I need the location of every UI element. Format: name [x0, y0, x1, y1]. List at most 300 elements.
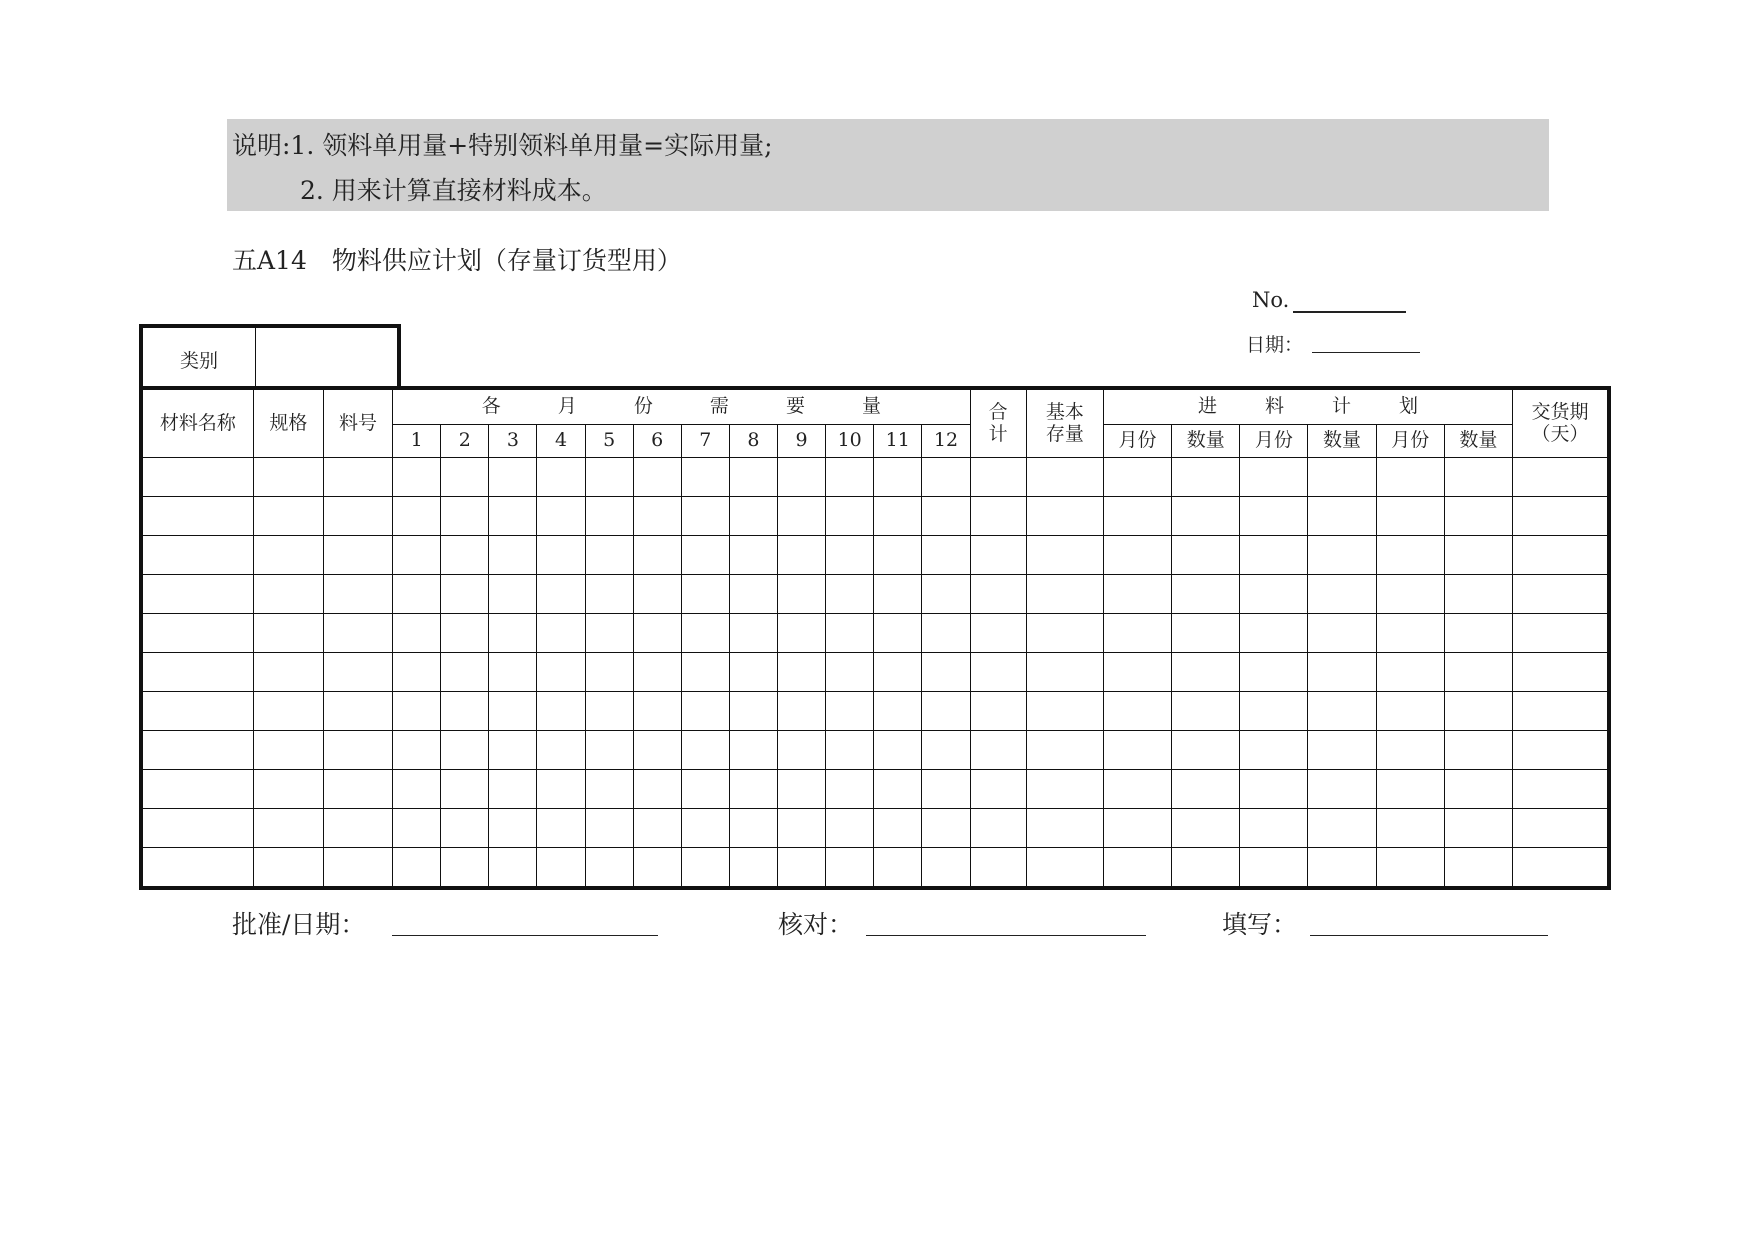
table-cell[interactable] [874, 692, 922, 731]
table-cell[interactable] [1026, 731, 1103, 770]
table-cell[interactable] [1240, 770, 1308, 809]
table-cell[interactable] [441, 848, 489, 889]
table-cell[interactable] [970, 653, 1026, 692]
table-cell[interactable] [1376, 653, 1444, 692]
table-cell[interactable] [922, 809, 970, 848]
table-cell[interactable] [681, 653, 729, 692]
table-cell[interactable] [441, 458, 489, 497]
table-cell[interactable] [778, 575, 826, 614]
table-cell[interactable] [1240, 809, 1308, 848]
table-cell[interactable] [1240, 536, 1308, 575]
table-cell[interactable] [874, 809, 922, 848]
table-cell[interactable] [778, 458, 826, 497]
table-cell[interactable] [1513, 536, 1610, 575]
table-cell[interactable] [681, 809, 729, 848]
table-cell[interactable] [253, 614, 323, 653]
table-cell[interactable] [681, 770, 729, 809]
table-cell[interactable] [141, 731, 253, 770]
table-cell[interactable] [729, 614, 777, 653]
table-cell[interactable] [323, 536, 392, 575]
table-cell[interactable] [323, 731, 392, 770]
table-cell[interactable] [970, 731, 1026, 770]
table-cell[interactable] [585, 809, 633, 848]
table-cell[interactable] [1240, 731, 1308, 770]
table-cell[interactable] [1240, 458, 1308, 497]
table-cell[interactable] [489, 731, 537, 770]
table-cell[interactable] [633, 731, 681, 770]
table-cell[interactable] [1513, 575, 1610, 614]
table-cell[interactable] [922, 731, 970, 770]
table-cell[interactable] [970, 458, 1026, 497]
table-cell[interactable] [489, 653, 537, 692]
table-cell[interactable] [826, 848, 874, 889]
table-cell[interactable] [585, 458, 633, 497]
table-cell[interactable] [441, 653, 489, 692]
table-cell[interactable] [441, 614, 489, 653]
table-cell[interactable] [970, 692, 1026, 731]
table-cell[interactable] [970, 575, 1026, 614]
table-cell[interactable] [323, 848, 392, 889]
table-cell[interactable] [1444, 458, 1512, 497]
table-cell[interactable] [874, 614, 922, 653]
table-cell[interactable] [970, 536, 1026, 575]
header-basic-stock-line2: 存量 [1045, 422, 1084, 445]
table-cell[interactable] [141, 692, 253, 731]
table-cell[interactable] [537, 692, 585, 731]
table-cell[interactable] [1172, 731, 1240, 770]
table-cell[interactable] [826, 653, 874, 692]
approve-date-label: 批准/日期： [232, 910, 366, 939]
table-cell[interactable] [681, 575, 729, 614]
table-cell[interactable] [1308, 692, 1376, 731]
table-cell[interactable] [874, 575, 922, 614]
table-cell[interactable] [489, 497, 537, 536]
table-cell[interactable] [922, 770, 970, 809]
table-cell[interactable] [681, 692, 729, 731]
table-cell[interactable] [393, 536, 441, 575]
table-cell[interactable] [141, 653, 253, 692]
table-cell[interactable] [729, 497, 777, 536]
table-cell[interactable] [1240, 497, 1308, 536]
header-total [970, 388, 1026, 458]
table-cell[interactable] [1103, 809, 1171, 848]
header-incoming-sub: 月份 [1103, 425, 1171, 458]
incoming-plan-char: 进 [1197, 395, 1217, 418]
table-cell[interactable] [681, 731, 729, 770]
table-cell[interactable] [681, 536, 729, 575]
table-cell[interactable] [1103, 653, 1171, 692]
table-cell[interactable] [1172, 770, 1240, 809]
table-cell[interactable] [585, 653, 633, 692]
table-cell[interactable] [1172, 458, 1240, 497]
table-cell[interactable] [393, 614, 441, 653]
table-cell[interactable] [537, 575, 585, 614]
table-cell[interactable] [1513, 458, 1610, 497]
table-cell[interactable] [393, 497, 441, 536]
header-month-6: 6 [633, 425, 681, 458]
header-month-2: 2 [441, 425, 489, 458]
table-cell[interactable] [253, 809, 323, 848]
table-cell[interactable] [633, 848, 681, 889]
table-cell[interactable] [874, 653, 922, 692]
table-cell[interactable] [253, 848, 323, 889]
date-field[interactable] [1312, 352, 1420, 353]
table-cell[interactable] [393, 458, 441, 497]
table-cell[interactable] [1444, 497, 1512, 536]
table-cell[interactable] [1172, 536, 1240, 575]
date-label: 日期： [1246, 334, 1304, 356]
table-cell[interactable] [1026, 809, 1103, 848]
table-cell[interactable] [1026, 692, 1103, 731]
table-cell[interactable] [537, 731, 585, 770]
table-cell[interactable] [633, 653, 681, 692]
table-cell[interactable] [585, 614, 633, 653]
header-month-1: 1 [393, 425, 441, 458]
header-delivery-line1: 交货期 [1531, 400, 1589, 423]
table-cell[interactable] [1376, 809, 1444, 848]
table-cell[interactable] [1308, 809, 1376, 848]
table-cell[interactable] [1444, 614, 1512, 653]
table-cell[interactable] [1376, 731, 1444, 770]
table-cell[interactable] [729, 692, 777, 731]
table-cell[interactable] [874, 536, 922, 575]
table-cell[interactable] [1026, 575, 1103, 614]
table-cell[interactable] [1026, 770, 1103, 809]
table-cell[interactable] [1376, 848, 1444, 889]
table-cell[interactable] [1444, 653, 1512, 692]
table-cell[interactable] [141, 848, 253, 889]
table-cell[interactable] [970, 809, 1026, 848]
table-cell[interactable] [489, 614, 537, 653]
table-cell[interactable] [874, 458, 922, 497]
table-cell[interactable] [1308, 497, 1376, 536]
table-cell[interactable] [826, 536, 874, 575]
table-cell[interactable] [1026, 497, 1103, 536]
table-cell[interactable] [778, 809, 826, 848]
table-cell[interactable] [729, 575, 777, 614]
table-cell[interactable] [393, 809, 441, 848]
table-cell[interactable] [441, 497, 489, 536]
table-cell[interactable] [729, 770, 777, 809]
table-cell[interactable] [1240, 614, 1308, 653]
table-cell[interactable] [1513, 809, 1610, 848]
table-cell[interactable] [922, 848, 970, 889]
table-cell[interactable] [1026, 458, 1103, 497]
table-cell[interactable] [253, 497, 323, 536]
table-cell[interactable] [729, 809, 777, 848]
table-cell[interactable] [393, 770, 441, 809]
table-cell[interactable] [489, 770, 537, 809]
table-cell[interactable] [922, 536, 970, 575]
table-cell[interactable] [1172, 809, 1240, 848]
table-cell[interactable] [1444, 536, 1512, 575]
table-cell[interactable] [633, 809, 681, 848]
table-cell[interactable] [1444, 575, 1512, 614]
table-cell[interactable] [1376, 575, 1444, 614]
table-cell[interactable] [922, 497, 970, 536]
table-cell[interactable] [323, 653, 392, 692]
table-cell[interactable] [1513, 770, 1610, 809]
table-cell[interactable] [141, 458, 253, 497]
table-cell[interactable] [441, 575, 489, 614]
fill-field[interactable] [1310, 935, 1548, 936]
table-row [141, 497, 1609, 536]
table-cell[interactable] [633, 575, 681, 614]
table-cell[interactable] [1308, 848, 1376, 889]
monthly-demand-char: 量 [862, 395, 882, 418]
header-total-line1: 合 [988, 400, 1008, 423]
table-cell[interactable] [489, 458, 537, 497]
table-cell[interactable] [1103, 536, 1171, 575]
table-cell[interactable] [778, 692, 826, 731]
table-cell[interactable] [1444, 809, 1512, 848]
table-cell[interactable] [323, 458, 392, 497]
table-cell[interactable] [1172, 692, 1240, 731]
table-cell[interactable] [826, 692, 874, 731]
table-cell[interactable] [141, 575, 253, 614]
table-cell[interactable] [778, 848, 826, 889]
table-cell[interactable] [1376, 497, 1444, 536]
table-cell[interactable] [323, 770, 392, 809]
table-cell[interactable] [441, 809, 489, 848]
table-cell[interactable] [253, 575, 323, 614]
table-cell[interactable] [1026, 848, 1103, 889]
check-label: 核对： [778, 910, 854, 939]
table-cell[interactable] [489, 536, 537, 575]
approve-date-field[interactable] [392, 935, 658, 936]
table-cell[interactable] [922, 575, 970, 614]
table-cell[interactable] [922, 692, 970, 731]
table-cell[interactable] [537, 653, 585, 692]
monthly-demand-char: 份 [633, 395, 653, 418]
table-row [141, 692, 1609, 731]
table-cell[interactable] [1103, 458, 1171, 497]
table-cell[interactable] [1172, 614, 1240, 653]
table-cell[interactable] [922, 653, 970, 692]
table-cell[interactable] [141, 614, 253, 653]
table-cell[interactable] [1240, 575, 1308, 614]
table-cell[interactable] [1513, 848, 1610, 889]
table-cell[interactable] [874, 848, 922, 889]
table-cell[interactable] [970, 848, 1026, 889]
table-cell[interactable] [633, 458, 681, 497]
table-cell[interactable] [922, 614, 970, 653]
table-cell[interactable] [1103, 497, 1171, 536]
table-cell[interactable] [1172, 497, 1240, 536]
header-month-7: 7 [681, 425, 729, 458]
table-cell[interactable] [826, 497, 874, 536]
table-cell[interactable] [778, 497, 826, 536]
table-cell[interactable] [1103, 731, 1171, 770]
table-cell[interactable] [1513, 731, 1610, 770]
table-cell[interactable] [1513, 614, 1610, 653]
table-cell[interactable] [778, 536, 826, 575]
header-delivery-days [1513, 388, 1610, 458]
table-cell[interactable] [323, 575, 392, 614]
instruction-line-1: 说明:1. 领料单用量+特别领料单用量=实际用量; [232, 131, 773, 160]
table-cell[interactable] [970, 770, 1026, 809]
table-cell[interactable] [441, 731, 489, 770]
table-cell[interactable] [585, 575, 633, 614]
table-cell[interactable] [729, 653, 777, 692]
table-cell[interactable] [826, 614, 874, 653]
table-cell[interactable] [826, 575, 874, 614]
table-cell[interactable] [537, 809, 585, 848]
table-cell[interactable] [537, 536, 585, 575]
table-cell[interactable] [141, 536, 253, 575]
table-cell[interactable] [1172, 653, 1240, 692]
table-cell[interactable] [1376, 692, 1444, 731]
table-cell[interactable] [1376, 536, 1444, 575]
table-cell[interactable] [1308, 770, 1376, 809]
table-cell[interactable] [253, 770, 323, 809]
table-cell[interactable] [585, 536, 633, 575]
table-cell[interactable] [681, 497, 729, 536]
table-cell[interactable] [1444, 770, 1512, 809]
table-cell[interactable] [393, 848, 441, 889]
table-cell[interactable] [1308, 653, 1376, 692]
table-cell[interactable] [393, 692, 441, 731]
table-cell[interactable] [1103, 575, 1171, 614]
table-cell[interactable] [1308, 536, 1376, 575]
table-cell[interactable] [1103, 614, 1171, 653]
table-cell[interactable] [441, 770, 489, 809]
table-cell[interactable] [633, 497, 681, 536]
table-cell[interactable] [778, 770, 826, 809]
header-incoming-sub: 数量 [1172, 425, 1240, 458]
table-cell[interactable] [681, 848, 729, 889]
header-month-4: 4 [537, 425, 585, 458]
table-cell[interactable] [141, 809, 253, 848]
table-cell[interactable] [1026, 614, 1103, 653]
table-cell[interactable] [1444, 848, 1512, 889]
table-cell[interactable] [585, 497, 633, 536]
table-cell[interactable] [585, 692, 633, 731]
table-cell[interactable] [253, 731, 323, 770]
table-cell[interactable] [1513, 653, 1610, 692]
header-incoming-sub: 月份 [1240, 425, 1308, 458]
table-cell[interactable] [633, 692, 681, 731]
table-cell[interactable] [489, 809, 537, 848]
table-cell[interactable] [253, 692, 323, 731]
table-cell[interactable] [970, 614, 1026, 653]
table-cell[interactable] [253, 653, 323, 692]
table-cell[interactable] [141, 497, 253, 536]
table-cell[interactable] [489, 575, 537, 614]
table-cell[interactable] [778, 731, 826, 770]
table-cell[interactable] [253, 458, 323, 497]
table-cell[interactable] [253, 536, 323, 575]
table-cell[interactable] [970, 497, 1026, 536]
table-cell[interactable] [1103, 848, 1171, 889]
table-cell[interactable] [323, 497, 392, 536]
table-cell[interactable] [729, 848, 777, 889]
table-cell[interactable] [393, 575, 441, 614]
table-cell[interactable] [1308, 458, 1376, 497]
table-cell[interactable] [633, 536, 681, 575]
table-cell[interactable] [323, 809, 392, 848]
table-cell[interactable] [441, 692, 489, 731]
table-cell[interactable] [537, 848, 585, 889]
table-cell[interactable] [537, 497, 585, 536]
table-row [141, 731, 1609, 770]
table-cell[interactable] [633, 614, 681, 653]
table-cell[interactable] [1513, 497, 1610, 536]
table-cell[interactable] [141, 770, 253, 809]
form-number-field[interactable] [1293, 311, 1406, 313]
table-cell[interactable] [489, 848, 537, 889]
table-cell[interactable] [1240, 653, 1308, 692]
table-cell[interactable] [778, 653, 826, 692]
table-cell[interactable] [1308, 731, 1376, 770]
table-cell[interactable] [1172, 848, 1240, 889]
header-incoming-plan [1103, 388, 1512, 425]
table-cell[interactable] [826, 731, 874, 770]
table-cell[interactable] [1376, 770, 1444, 809]
table-cell[interactable] [778, 614, 826, 653]
table-cell[interactable] [729, 731, 777, 770]
table-cell[interactable] [1026, 536, 1103, 575]
table-cell[interactable] [441, 536, 489, 575]
table-cell[interactable] [874, 497, 922, 536]
table-cell[interactable] [393, 653, 441, 692]
table-row [141, 614, 1609, 653]
table-cell[interactable] [729, 536, 777, 575]
table-cell[interactable] [1376, 614, 1444, 653]
table-cell[interactable] [585, 770, 633, 809]
table-cell[interactable] [729, 458, 777, 497]
table-cell[interactable] [1444, 731, 1512, 770]
table-cell[interactable] [537, 614, 585, 653]
header-basic-stock [1026, 388, 1103, 458]
table-cell[interactable] [393, 731, 441, 770]
header-month-5: 5 [585, 425, 633, 458]
category-field[interactable] [256, 328, 397, 390]
table-cell[interactable] [1103, 692, 1171, 731]
table-cell[interactable] [1240, 848, 1308, 889]
category-label: 类别 [143, 328, 256, 390]
table-cell[interactable] [537, 770, 585, 809]
table-cell[interactable] [1026, 653, 1103, 692]
table-cell[interactable] [323, 614, 392, 653]
table-cell[interactable] [826, 770, 874, 809]
header-month-9: 9 [778, 425, 826, 458]
header-incoming-sub: 月份 [1376, 425, 1444, 458]
table-cell[interactable] [323, 692, 392, 731]
table-cell[interactable] [537, 458, 585, 497]
table-cell[interactable] [1240, 692, 1308, 731]
table-cell[interactable] [1376, 458, 1444, 497]
table-cell[interactable] [1308, 575, 1376, 614]
table-cell[interactable] [681, 614, 729, 653]
table-cell[interactable] [585, 731, 633, 770]
table-cell[interactable] [681, 458, 729, 497]
table-cell[interactable] [826, 809, 874, 848]
table-cell[interactable] [633, 770, 681, 809]
table-cell[interactable] [1308, 614, 1376, 653]
table-cell[interactable] [1172, 575, 1240, 614]
table-cell[interactable] [489, 692, 537, 731]
table-cell[interactable] [585, 848, 633, 889]
check-field[interactable] [866, 935, 1146, 936]
table-cell[interactable] [1103, 770, 1171, 809]
table-cell[interactable] [922, 458, 970, 497]
table-cell[interactable] [1513, 692, 1610, 731]
table-cell[interactable] [874, 770, 922, 809]
table-cell[interactable] [826, 458, 874, 497]
table-cell[interactable] [874, 731, 922, 770]
table-cell[interactable] [1444, 692, 1512, 731]
